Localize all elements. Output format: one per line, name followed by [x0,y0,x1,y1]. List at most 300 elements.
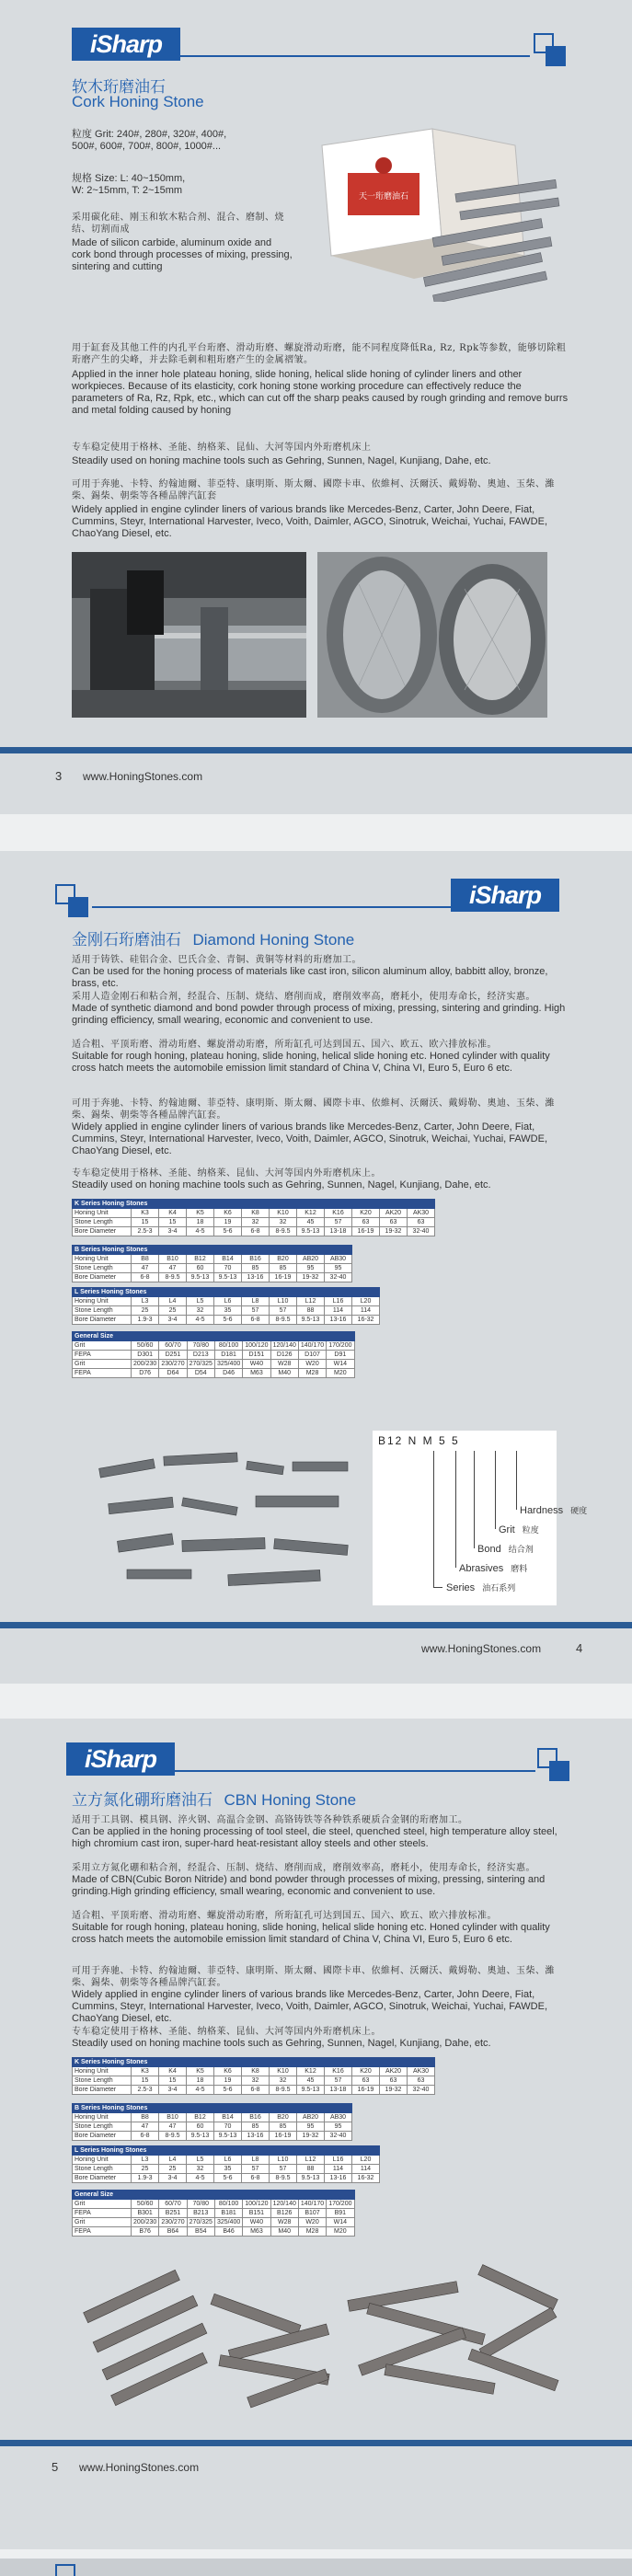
cbn-stones-photo [72,2254,569,2410]
row-label: Bore Diameter [73,2174,132,2183]
table-cell: 200/230 [132,2218,159,2227]
table-cell: AB20 [297,2113,325,2122]
b-series-table [72,2103,352,2141]
machine-desc [72,442,569,467]
table-cell: D301 [132,1351,159,1360]
table-cell: 18 [187,1218,214,1227]
table-cell: 57 [325,2076,352,2086]
table-cell: 95 [325,2122,352,2132]
table-title-row [73,2058,435,2067]
table-cell: D76 [132,1369,159,1378]
table-cell: AK20 [380,1209,408,1218]
suitability-desc [72,1910,569,1946]
table-cell: B20 [270,2113,297,2122]
row-label: Stone Length [73,2165,132,2174]
table-cell: B64 [159,2227,187,2237]
website-link[interactable]: www.HoningStones.com [83,770,203,783]
table-cell: D251 [159,1351,187,1360]
bond-row-hardness: Hardness 硬度 [520,1505,588,1516]
grit-line-1: 粒度 Grit: 240#, 280#, 320#, 400#, [72,129,227,140]
page-number: 3 [55,769,63,783]
table-row [73,2165,380,2174]
table-row [73,1209,435,1218]
bond-code-diagram [373,1431,588,1605]
table-cell: 25 [132,1306,159,1316]
table-cell: L16 [325,2156,352,2165]
table-cell: D91 [327,1351,354,1360]
table-cell: B107 [298,2209,326,2218]
table-cell: L5 [187,2156,214,2165]
table-cell: 6-8 [132,1273,159,1282]
brands-en: Widely applied in engine cylinder liners of various brands like Mercedes-Benz, Carter, John Deere, Fiat, Cummins, Steyr, International Harvester, Iveco, Voith, Daimler, AGCO, Sinotruk, Weichai, Yuchai, FAWDE, ChaoYang Diesel, etc. [72,504,548,539]
bond-row-abrasives: Abrasives 磨料 [459,1563,528,1574]
table-row [73,1316,380,1325]
table-cell: 50/60 [132,2200,159,2209]
table-cell: 325/400 [214,1360,242,1369]
table-row [73,1255,352,1264]
page-number: 4 [576,1641,583,1655]
table-row [73,2174,380,2183]
table-cell: L12 [297,1297,325,1306]
table-cell: L6 [214,2156,242,2165]
row-label: Honing Unit [73,1297,132,1306]
table-row [73,2122,352,2132]
row-label: Stone Length [73,2122,132,2132]
table-cell: D126 [270,1351,298,1360]
table-cell: B16 [242,2113,270,2122]
isharp-logo: iSharp [451,879,559,912]
table-cell: 5-6 [214,2174,242,2183]
table-cell: L20 [352,1297,380,1306]
machine-en: Steadily used on honing machine tools such as Gehring, Sunnen, Nagel, Kunjiang, Dahe, etc. [72,1179,491,1190]
table-cell: 16-19 [352,1227,380,1236]
table-row [73,2067,435,2076]
corner-filled-square [549,1761,569,1781]
table-cell: 32 [187,1306,214,1316]
section-title-en: Cork Honing Stone [72,93,204,110]
table-cell: K6 [214,2067,242,2076]
table-cell: 57 [242,1306,270,1316]
table-cell: 32 [270,2076,297,2086]
table-row [73,2218,355,2227]
table-cell: 200/230 [132,1360,159,1369]
bond-row-bond: Bond 结合剂 [477,1544,534,1555]
table-cell: B10 [159,2113,187,2122]
table-cell: 45 [297,2076,325,2086]
table-cell: K12 [297,2067,325,2076]
table-row [73,2076,435,2086]
table-cell: 60 [187,1264,214,1273]
row-label: Honing Unit [73,2113,132,2122]
brands-desc [72,1098,569,1157]
table-cell: B14 [214,2113,242,2122]
table-cell: K3 [132,2067,159,2076]
brands-en: Widely applied in engine cylinder liners of various brands like Mercedes-Benz, Carter, John Deere, Fiat, Cummins, Steyr, International Harvester, Iveco, Voith, Daimler, AGCO, Sinotruk, Weichai, Yuchai, FAWDE, ChaoYang Diesel, etc. [72,1121,548,1156]
table-cell: W20 [298,2218,326,2227]
table-cell: 13-16 [325,1316,352,1325]
table-cell: 19 [214,2076,242,2086]
machine-zh: 专车稳定使用于格林、圣能、纳格莱、昆仙、大河等国内外珩磨机床上 [72,443,372,453]
table-row [73,1351,355,1360]
table-cell: 16-32 [352,1316,380,1325]
table-title-row [73,2104,352,2113]
size-spec [72,173,293,197]
table-cell: K8 [242,2067,270,2076]
suitability-zh: 适合粗、平顶珩磨、滑动珩磨、螺旋滑动珩磨，所珩缸孔可达到国五、国六、欧五、欧六排放标准。 [72,1040,497,1050]
table-cell: 15 [159,2076,187,2086]
row-label: Bore Diameter [73,2086,132,2095]
table-cell: 270/325 [187,1360,214,1369]
table-cell: L3 [132,1297,159,1306]
material-desc [72,1862,569,1898]
brands-zh: 可用于奔驰、卡特、約翰迪爾、菲亞特、康明斯、斯太爾、國際卡車、依維柯、沃爾沃、戴姆勒、奧迪、玉柴、濰柴、錫柴、朝柴等各種品牌汽缸套。 [72,1098,555,1121]
table-cell: 45 [297,1218,325,1227]
table-cell: 5-6 [214,1227,242,1236]
table-row [73,2200,355,2209]
table-title: B Series Honing Stones [73,2104,352,2113]
corner-outline-square [55,2564,75,2576]
table-cell: 3-4 [159,2086,187,2095]
suitability-en: Suitable for rough honing, plateau honing, slide honing, helical slide honing etc. Honed cylinder with quality cross hatch meets the automobile emission limit standard of China V, China VI, Euro 5, Euro 6 etc. [72,1051,550,1074]
bond-code: B12 N M 5 5 [378,1434,460,1447]
row-label: Honing Unit [73,2067,132,2076]
use-zh: 适用于铸铁、硅铝合金、巴氏合金、青铜、黄铜等材料的珩磨加工。 [72,955,362,965]
table-cell: 140/170 [298,1341,326,1351]
table-cell: 95 [325,1264,352,1273]
table-title: B Series Honing Stones [73,1246,352,1255]
brands-desc [72,478,569,540]
table-cell: 70/80 [187,2200,214,2209]
table-cell: 25 [132,2165,159,2174]
table-cell: 15 [132,1218,159,1227]
table-cell: 19-32 [380,1227,408,1236]
row-label: Grit [73,2218,132,2227]
table-row [73,2132,352,2141]
table-cell: 32 [242,2076,270,2086]
table-title: General Size [73,2191,355,2200]
table-cell: 230/270 [159,1360,187,1369]
table-row [73,1360,355,1369]
table-cell: K16 [325,2067,352,2076]
table-cell: L6 [214,1297,242,1306]
row-label: Bore Diameter [73,1316,132,1325]
table-cell: W28 [270,2218,298,2227]
table-cell: 60 [187,2122,214,2132]
row-label: FEPA [73,1351,132,1360]
size-line-1: 规格 Size: L: 40~150mm, [72,173,186,184]
catalog-page-cbn [0,1719,632,2549]
table-cell: M28 [298,1369,326,1378]
table-cell: 170/200 [327,2200,354,2209]
table-cell: 13-18 [325,1227,352,1236]
table-cell: 63 [352,2076,380,2086]
table-cell: K4 [159,2067,187,2076]
table-cell: 57 [270,1306,297,1316]
table-cell: D181 [214,1351,242,1360]
table-cell: 85 [242,1264,270,1273]
application-zh: 用于缸套及其他工件的内孔平台珩磨、滑动珩磨、螺旋滑动珩磨，能不同程度降低Ra, Rz, Rpk等参数，能够切除粗珩磨产生的尖峰，并去除毛刺和粗珩磨产生的金属褶皱。 [72,343,567,365]
row-label: Stone Length [73,1218,132,1227]
table-cell: 95 [297,1264,325,1273]
table-cell: 8-9.5 [270,1316,297,1325]
table-cell: 114 [352,2165,380,2174]
table-cell: 70 [214,1264,242,1273]
table-cell: 100/120 [243,1341,270,1351]
table-cell: 114 [352,1306,380,1316]
website-link[interactable]: www.HoningStones.com [421,1642,542,1655]
table-cell: 8-9.5 [270,2086,297,2095]
table-cell: W14 [327,2218,354,2227]
material-desc [72,212,293,273]
table-cell: 19-32 [297,2132,325,2141]
row-label: Honing Unit [73,2156,132,2165]
table-row [73,1306,380,1316]
table-cell: 35 [214,1306,242,1316]
table-cell: B8 [132,2113,159,2122]
table-cell: 60/70 [159,2200,187,2209]
table-cell: 4-5 [187,1227,214,1236]
suitability-zh: 适合粗、平顶珩磨、滑动珩磨、螺旋滑动珩磨，所珩缸孔可达到国五、国六、欧五、欧六排放标准。 [72,1911,497,1921]
footer-bar [0,1622,632,1628]
table-cell: W40 [243,1360,270,1369]
material-en: Made of silicon carbide, aluminum oxide and cork bond through processes of mixing, pressing, sintering and cutting [72,237,293,272]
table-cell: 325/400 [214,2218,242,2227]
table-cell: 50/60 [132,1341,159,1351]
table-cell: 230/270 [159,2218,187,2227]
table-cell: K16 [325,1209,352,1218]
table-cell: 16-19 [352,2086,380,2095]
suitability-en: Suitable for rough honing, plateau honing, slide honing, helical slide honing etc. Honed cylinder with quality cross hatch meets the automobile emission limit standard of China V, China VI, Euro 5, Euro 6 etc. [72,1922,550,1945]
table-cell: 8-9.5 [270,2174,297,2183]
table-cell: 100/120 [243,2200,270,2209]
corner-filled-square [546,46,566,66]
bond-row-grit: Grit 粒度 [499,1524,539,1535]
footer-bar [0,2440,632,2446]
row-label: FEPA [73,2209,132,2218]
table-cell: K10 [270,1209,297,1218]
table-cell: 270/325 [187,2218,214,2227]
table-cell: 57 [270,2165,297,2174]
table-cell: 32 [242,1218,270,1227]
table-cell: K5 [187,2067,214,2076]
honing-machine-photo [72,552,306,718]
use-zh: 适用于工具钢、模具钢、淬火钢、高温合金钢、高铬铸铁等各种铁系硬质合金钢的珩磨加工。 [72,1815,468,1825]
table-cell: D46 [214,1369,242,1378]
section-title-zh: 软木珩磨油石 [72,78,166,97]
table-row [73,2227,355,2237]
material-en: Made of synthetic diamond and bond powder through process of mixing, pressing, sintering and grinding. High grinding efficiency, small wearing, economic and convenient to use. [72,1003,566,1026]
table-cell: M63 [243,2227,270,2237]
table-row [73,1369,355,1378]
header-rule [92,906,451,908]
table-cell: 70 [214,2122,242,2132]
table-cell: L8 [242,1297,270,1306]
catalog-page-cork [0,0,632,814]
table-cell: L8 [242,2156,270,2165]
brands-zh: 可用于奔驰、卡特、約翰迪爾、菲亞特、康明斯、斯太爾、國際卡車、依維柯、沃爾沃、戴姆勒、奧迪、玉柴、濰柴、錫柴、朝柴等各種品牌汽缸套 [72,479,555,501]
row-label: Stone Length [73,2076,132,2086]
k-series-table [72,2057,435,2095]
table-cell: 47 [159,1264,187,1273]
table-cell: 6-8 [132,2132,159,2141]
machine-zh: 专车稳定使用于格林、圣能、纳格莱、昆仙、大河等国内外珩磨机床上。 [72,1168,381,1179]
table-cell: 60/70 [159,1341,187,1351]
table-row [73,1264,352,1273]
row-label: Stone Length [73,1306,132,1316]
table-cell: 114 [325,2165,352,2174]
table-cell: L20 [352,2156,380,2165]
table-cell: 5-6 [214,1316,242,1325]
table-title-row [73,1246,352,1255]
table-cell: 6-8 [242,1316,270,1325]
table-cell: 9.5-13 [214,2132,242,2141]
table-cell: AK30 [408,1209,435,1218]
table-row [73,2086,435,2095]
diamond-stones-photo [90,1436,357,1593]
table-cell: 19-32 [297,1273,325,1282]
table-cell: 6-8 [242,1227,270,1236]
table-cell: 9.5-13 [297,1316,325,1325]
table-title: L Series Honing Stones [73,2146,380,2156]
table-cell: M40 [270,2227,298,2237]
isharp-logo: iSharp [72,28,180,61]
table-title-row [73,2146,380,2156]
table-cell: B91 [327,2209,354,2218]
table-cell: 47 [132,2122,159,2132]
table-cell: D107 [298,1351,326,1360]
table-cell: 13-18 [325,2086,352,2095]
table-cell: 8-9.5 [159,2132,187,2141]
table-cell: B151 [243,2209,270,2218]
table-cell: L10 [270,1297,297,1306]
section-title-zh: 金刚石珩磨油石 [72,931,181,949]
table-cell: 4-5 [187,1316,214,1325]
table-cell: L5 [187,1297,214,1306]
table-cell: 9.5-13 [187,2132,214,2141]
table-cell: B20 [270,1255,297,1264]
table-cell: 63 [380,1218,408,1227]
table-cell: K10 [270,2067,297,2076]
table-cell: L12 [297,2156,325,2165]
table-cell: K20 [352,2067,380,2076]
table-cell: 4-5 [187,2174,214,2183]
table-cell: 170/200 [327,1341,354,1351]
row-label: Honing Unit [73,1255,132,1264]
section-title [72,926,354,949]
isharp-logo: iSharp [66,1742,175,1776]
table-cell: W28 [270,1360,298,1369]
table-cell: 85 [270,2122,297,2132]
table-cell: 25 [159,2165,187,2174]
brands-zh: 可用于奔驰、卡特、約翰迪爾、菲亞特、康明斯、斯太爾、國際卡車、依維柯、沃爾沃、戴姆勒、奧迪、玉柴、濰柴、錫柴、朝柴等各種品牌汽缸套。 [72,1966,555,1988]
table-cell: K5 [187,1209,214,1218]
row-label: FEPA [73,2227,132,2237]
table-cell: 63 [380,2076,408,2086]
table-cell: 8-9.5 [270,1227,297,1236]
table-cell: 80/100 [214,2200,242,2209]
table-title-row [73,1288,380,1297]
table-cell: 47 [159,2122,187,2132]
table-cell: 15 [132,2076,159,2086]
use-en: Can be applied in the honing processing of tool steel, die steel, quenched steel, high temperature alloy steel, high chromium cast iron, super-hard heat-resistant alloy steels and other steels. [72,1826,557,1849]
application-en: Applied in the inner hole plateau honing, slide honing, helical slide honing of cylinder liners and other workpieces. Because of its elasticity, cork honing stone working procedure can effectively reduce the parameters of Ra, Rz, Rpk, etc., which can cut off the sharp peaks caused by rough grinding and remove burrs and metal folding caused by honing [72,369,569,416]
box-label: 天一珩磨油石 [358,192,409,201]
table-title: L Series Honing Stones [73,1288,380,1297]
table-cell: W40 [243,2218,270,2227]
machine-en: Steadily used on honing machine tools such as Gehring, Sunnen, Nagel, Kunjiang, Dahe, etc. [72,455,491,466]
table-cell: M63 [243,1369,270,1378]
row-label: Bore Diameter [73,1227,132,1236]
table-row [73,2156,380,2165]
table-cell: 9.5-13 [297,2086,325,2095]
suitability-desc [72,1039,569,1075]
row-label: Bore Diameter [73,1273,132,1282]
table-cell: 32-40 [408,1227,435,1236]
table-cell: B16 [242,1255,270,1264]
table-cell: B54 [187,2227,214,2237]
table-cell: B181 [214,2209,242,2218]
table-cell: D54 [187,1369,214,1378]
table-title: K Series Honing Stones [73,2058,435,2067]
grit-line-2: 500#, 600#, 700#, 800#, 1000#... [72,141,222,152]
section-title-en: Diamond Honing Stone [192,931,355,949]
table-cell: 8-9.5 [159,1273,187,1282]
brands-en: Widely applied in engine cylinder liners of various brands like Mercedes-Benz, Carter, John Deere, Fiat, Cummins, Steyr, International Harvester, Iveco, Voith, Daimler, AGCO, Sinotruk, Weichai, Yuchai, FAWDE, ChaoYang Diesel, etc. [72,1989,548,2024]
table-row [73,1341,355,1351]
table-cell: B301 [132,2209,159,2218]
table-cell: B213 [187,2209,214,2218]
table-cell: M20 [327,2227,354,2237]
table-row [73,1227,435,1236]
row-label: Grit [73,2200,132,2209]
table-cell: 9.5-13 [297,2174,325,2183]
table-title-row [73,1332,355,1341]
table-cell: 9.5-13 [187,1273,214,1282]
table-cell: B76 [132,2227,159,2237]
table-cell: 9.5-13 [297,1227,325,1236]
table-cell: 47 [132,1264,159,1273]
table-cell: 80/100 [214,1341,242,1351]
use-en: Can be used for the honing process of materials like cast iron, silicon aluminum alloy, babbitt alloy, bronze, brass, etc. [72,966,548,989]
bond-row-series: Series 油石系列 [446,1582,516,1593]
material-zh: 采用碳化硅、刚玉和软木粘合剂、混合、磨制、烧结、切割而成 [72,213,284,235]
table-cell: B12 [187,1255,214,1264]
row-label: Bore Diameter [73,2132,132,2141]
website-link[interactable]: www.HoningStones.com [79,2461,200,2474]
l-series-table [72,1287,380,1325]
table-cell: 63 [408,1218,435,1227]
table-cell: AB30 [325,1255,352,1264]
table-cell: K6 [214,1209,242,1218]
table-cell: 13-16 [242,2132,270,2141]
table-title-row [73,1200,435,1209]
table-cell: 32-40 [325,2132,352,2141]
row-label: Grit [73,1360,132,1369]
table-cell: L4 [159,1297,187,1306]
header-rule [180,55,530,57]
footer-bar [0,747,632,753]
table-cell: 35 [214,2165,242,2174]
table-cell: 5-6 [214,2086,242,2095]
l-series-table [72,2145,380,2183]
table-cell: 57 [242,2165,270,2174]
table-cell: K4 [159,1209,187,1218]
table-cell: 140/170 [298,2200,326,2209]
table-cell: 16-19 [270,2132,297,2141]
table-cell: L3 [132,2156,159,2165]
table-cell: W14 [327,1360,354,1369]
table-cell: K20 [352,1209,380,1218]
